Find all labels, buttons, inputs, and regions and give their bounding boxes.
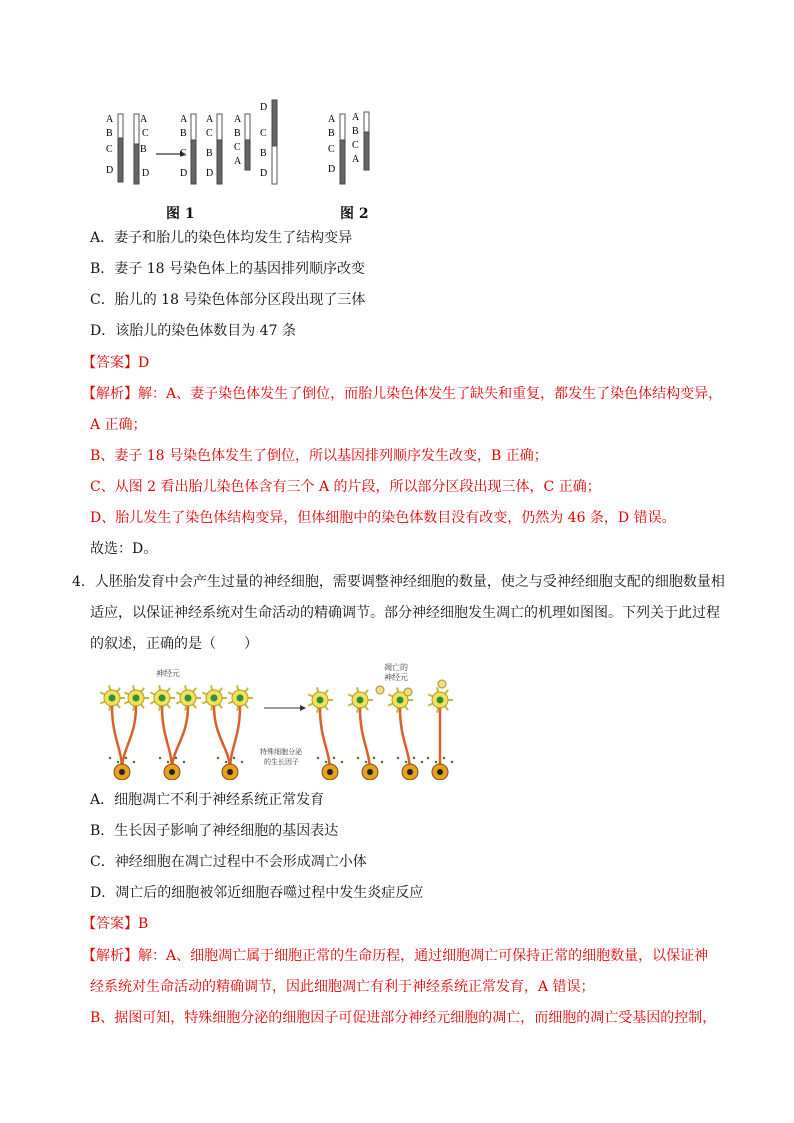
- q3-option-b: B．妻子 18 号染色体上的基因排列顺序改变: [90, 261, 366, 277]
- gene-label-a2: A: [140, 114, 148, 125]
- q4-analysis-line: B、据图可知，特殊细胞分泌的细胞因子可促进部分神经元细胞的凋亡，而细胞的凋亡受基因的控制，: [90, 1010, 717, 1026]
- gene-label: D: [328, 164, 336, 175]
- neuron: [308, 687, 333, 772]
- apoptotic-body: [404, 688, 412, 696]
- gene-label: B: [206, 148, 213, 159]
- q3-conclusion: 故选：D。: [90, 541, 158, 557]
- gene-label: C: [234, 142, 241, 153]
- q3-analysis-line: C、从图 2 看出胎儿染色体含有三个 A 的片段，所以部分区段出现三体，C 正确；: [90, 479, 601, 495]
- gene-label-b: B: [106, 128, 113, 139]
- gene-label: D: [260, 168, 268, 179]
- q4-option-c: C．神经细胞在凋亡过程中不会形成凋亡小体: [90, 854, 367, 870]
- gene-label: D: [206, 168, 214, 179]
- gene-label: C: [206, 128, 213, 139]
- apoptotic-body: [438, 680, 446, 688]
- gene-label: A: [234, 114, 242, 125]
- gene-label-b2: B: [140, 144, 147, 155]
- gene-label: A: [206, 114, 214, 125]
- neuron: [428, 687, 453, 772]
- figure-1-caption: 图 1: [166, 206, 195, 222]
- gene-label: C: [328, 144, 335, 155]
- chromosome-figure: [100, 96, 380, 226]
- gene-label: A: [234, 156, 242, 167]
- gene-label: D: [260, 102, 268, 113]
- fig2-chromosome-pair: [328, 112, 369, 184]
- neuron: [228, 685, 253, 770]
- q3-analysis-line: 【解析】解：A、妻子染色体发生了倒位，而胎儿染色体发生了缺失和重复，都发生了染色体结构变异，: [82, 386, 723, 402]
- q4-option-b: B．生长因子影响了神经细胞的基因表达: [90, 823, 339, 839]
- gene-label: A: [352, 154, 360, 165]
- label-growth-factor-2: 的生长因子: [264, 758, 299, 766]
- gene-label: A: [328, 114, 336, 125]
- gene-label: C: [352, 140, 359, 151]
- gene-label-c2: C: [142, 128, 149, 139]
- gene-label-a: A: [106, 114, 114, 125]
- figure-2-caption: 图 2: [340, 206, 369, 222]
- gene-label: B: [260, 148, 267, 159]
- q4-analysis-line: 经系统对生命活动的精确调节，因此细胞凋亡有利于神经系统正常发育，A 错误；: [90, 979, 595, 995]
- gene-label: D: [180, 168, 188, 179]
- neuron: [100, 685, 125, 770]
- label-apoptotic-2: 神经元: [384, 673, 408, 682]
- q3-analysis-line: D、胎儿发生了染色体结构变异，但体细胞中的染色体数目没有改变，仍然为 46 条，D 错误。: [90, 510, 676, 526]
- gene-label: B: [234, 128, 241, 139]
- neuron: [348, 687, 373, 772]
- fig1-chromosome-pair-normal: [106, 114, 149, 184]
- gene-label-d2: D: [142, 168, 150, 179]
- neuron: [150, 685, 175, 770]
- q4-option-d: D．凋亡后的细胞被邻近细胞吞噬过程中发生炎症反应: [90, 885, 424, 901]
- q4-stem-line: 4．人胚胎发育中会产生过量的神经细胞，需要调整神经细胞的数量，使之与受神经细胞支配的细胞数量相: [72, 574, 725, 590]
- fig1-chromosome-results: [180, 100, 277, 184]
- gene-label: A: [352, 112, 360, 123]
- q4-stem-line: 的叙述，正确的是（ ）: [90, 636, 258, 652]
- q4-stem-line: 适应，以保证神经系统对生命活动的精确调节。部分神经细胞发生凋亡的机理如图图。下列关于此过程: [90, 605, 720, 621]
- apoptotic-body: [376, 686, 384, 694]
- gene-label-c: C: [106, 144, 113, 155]
- q3-option-d: D．该胎儿的染色体数目为 47 条: [90, 323, 296, 339]
- q3-analysis-line: A 正确；: [90, 417, 147, 433]
- neuron-apoptosis-figure: [94, 660, 464, 780]
- q4-analysis-line: 【解析】解：A、细胞凋亡属于细胞正常的生命历程，通过细胞凋亡可保持正常的细胞数量，以保证神: [82, 948, 709, 964]
- gene-label: C: [180, 148, 187, 159]
- q3-option-c: C．胎儿的 18 号染色体部分区段出现了三体: [90, 292, 366, 308]
- gene-label: B: [352, 126, 359, 137]
- q3-analysis-line: B、妻子 18 号染色体发生了倒位，所以基因排列顺序发生改变，B 正确；: [90, 448, 548, 464]
- q3-answer: 【答案】D: [82, 355, 150, 371]
- label-neuron: 神经元: [156, 669, 180, 678]
- gene-label: B: [328, 128, 335, 139]
- gene-label: C: [260, 128, 267, 139]
- q4-answer: 【答案】B: [82, 916, 149, 932]
- q4-option-a: A．细胞凋亡不利于神经系统正常发育: [90, 792, 325, 808]
- gene-label: B: [180, 128, 187, 139]
- label-growth-factor-1: 特殊细胞分泌: [260, 748, 302, 756]
- q3-option-a: A．妻子和胎儿的染色体均发生了结构变异: [90, 230, 353, 246]
- neuron: [202, 685, 230, 770]
- neuron: [388, 687, 413, 772]
- gene-label-d: D: [106, 165, 114, 176]
- gene-label: A: [180, 114, 188, 125]
- label-apoptotic-1: 凋亡的: [384, 663, 408, 672]
